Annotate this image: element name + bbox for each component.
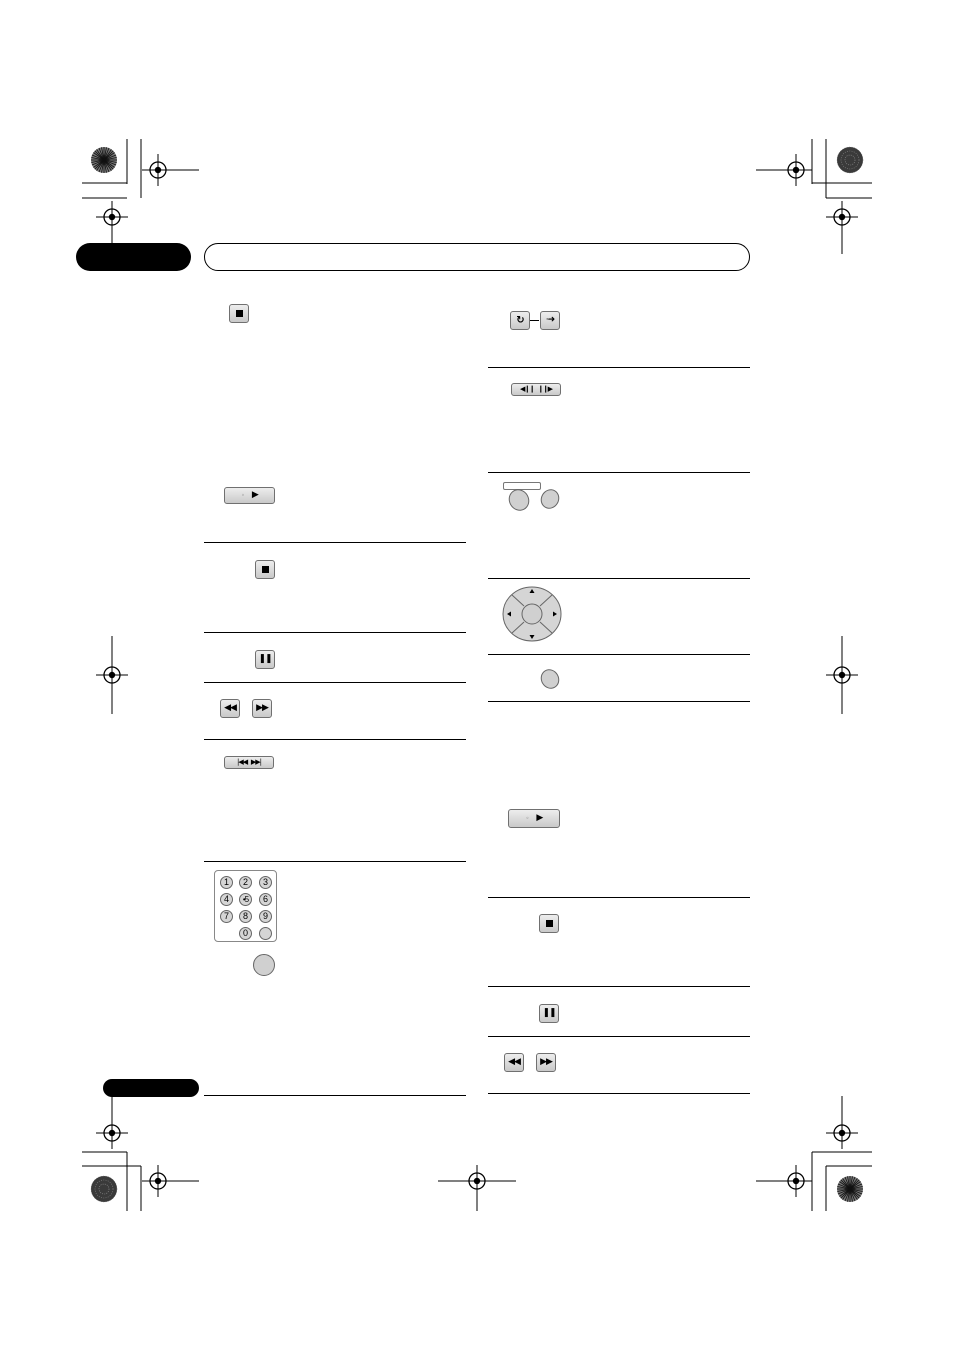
- key-8[interactable]: 8: [239, 910, 252, 923]
- slow-buttons[interactable]: [511, 383, 561, 396]
- skip-icon: |◀◀ ▶▶|: [237, 758, 261, 766]
- divider: [488, 578, 750, 579]
- divider: [204, 632, 466, 633]
- page-number-tab: [103, 1079, 199, 1097]
- divider: [488, 472, 750, 473]
- next-button[interactable]: [540, 311, 560, 330]
- divider: [204, 861, 466, 862]
- divider: [204, 682, 466, 683]
- divider: [488, 897, 750, 898]
- pause-button[interactable]: [255, 650, 275, 669]
- key-6[interactable]: 6: [259, 893, 272, 906]
- stop-button[interactable]: [539, 914, 559, 933]
- stop-icon: [262, 566, 269, 573]
- fast-forward-button[interactable]: [536, 1053, 556, 1072]
- rewind-icon: ◀◀: [508, 1057, 520, 1067]
- stop-icon: [546, 920, 553, 927]
- pause-button[interactable]: [539, 1004, 559, 1023]
- divider: [204, 739, 466, 740]
- fast-forward-icon: ▶▶: [540, 1057, 552, 1067]
- play-button[interactable]: [224, 487, 275, 504]
- chapter-tab: [76, 243, 191, 271]
- divider: [488, 1036, 750, 1037]
- fast-forward-icon: ▶▶: [256, 703, 268, 713]
- repeat-button[interactable]: [510, 311, 530, 330]
- key-7[interactable]: 7: [220, 910, 233, 923]
- key-4[interactable]: 4: [220, 893, 233, 906]
- slow-motion-icon: ◀❙❙ ❙❙▶: [520, 385, 552, 393]
- arrow-right-icon: ·➜: [545, 315, 555, 325]
- pause-icon: ❚❚: [542, 1008, 556, 1018]
- key-9[interactable]: 9: [259, 910, 272, 923]
- divider: [204, 542, 466, 543]
- divider: [488, 986, 750, 987]
- pause-icon: ❚❚: [258, 654, 272, 664]
- skip-buttons[interactable]: [224, 756, 274, 769]
- stop-button[interactable]: [229, 304, 249, 323]
- divider: [488, 367, 750, 368]
- header-title-bar: [204, 243, 750, 271]
- stop-icon: [236, 310, 243, 317]
- divider: [488, 654, 750, 655]
- key-2[interactable]: 2: [239, 876, 252, 889]
- rewind-icon: ◀◀: [224, 703, 236, 713]
- key-1[interactable]: 1: [220, 876, 233, 889]
- key-3[interactable]: 3: [259, 876, 272, 889]
- divider: [204, 1095, 466, 1096]
- rewind-button[interactable]: [504, 1053, 524, 1072]
- key-clear[interactable]: [259, 927, 272, 940]
- rewind-button[interactable]: [220, 699, 240, 718]
- enter-button[interactable]: [253, 954, 275, 976]
- stop-button[interactable]: [255, 560, 275, 579]
- number-keypad: [214, 870, 277, 942]
- repeat-icon: ↻: [516, 314, 524, 326]
- play-icon: ◦ ▶: [241, 490, 258, 500]
- divider: [488, 1093, 750, 1094]
- fast-forward-button[interactable]: [252, 699, 272, 718]
- key-5[interactable]: •5: [239, 893, 252, 906]
- play-button[interactable]: [508, 809, 560, 828]
- connector-line: [530, 320, 539, 321]
- divider: [488, 701, 750, 702]
- direction-pad-icon[interactable]: [500, 584, 564, 644]
- play-icon: ◦ ▶: [525, 813, 543, 823]
- key-0[interactable]: 0: [239, 927, 252, 940]
